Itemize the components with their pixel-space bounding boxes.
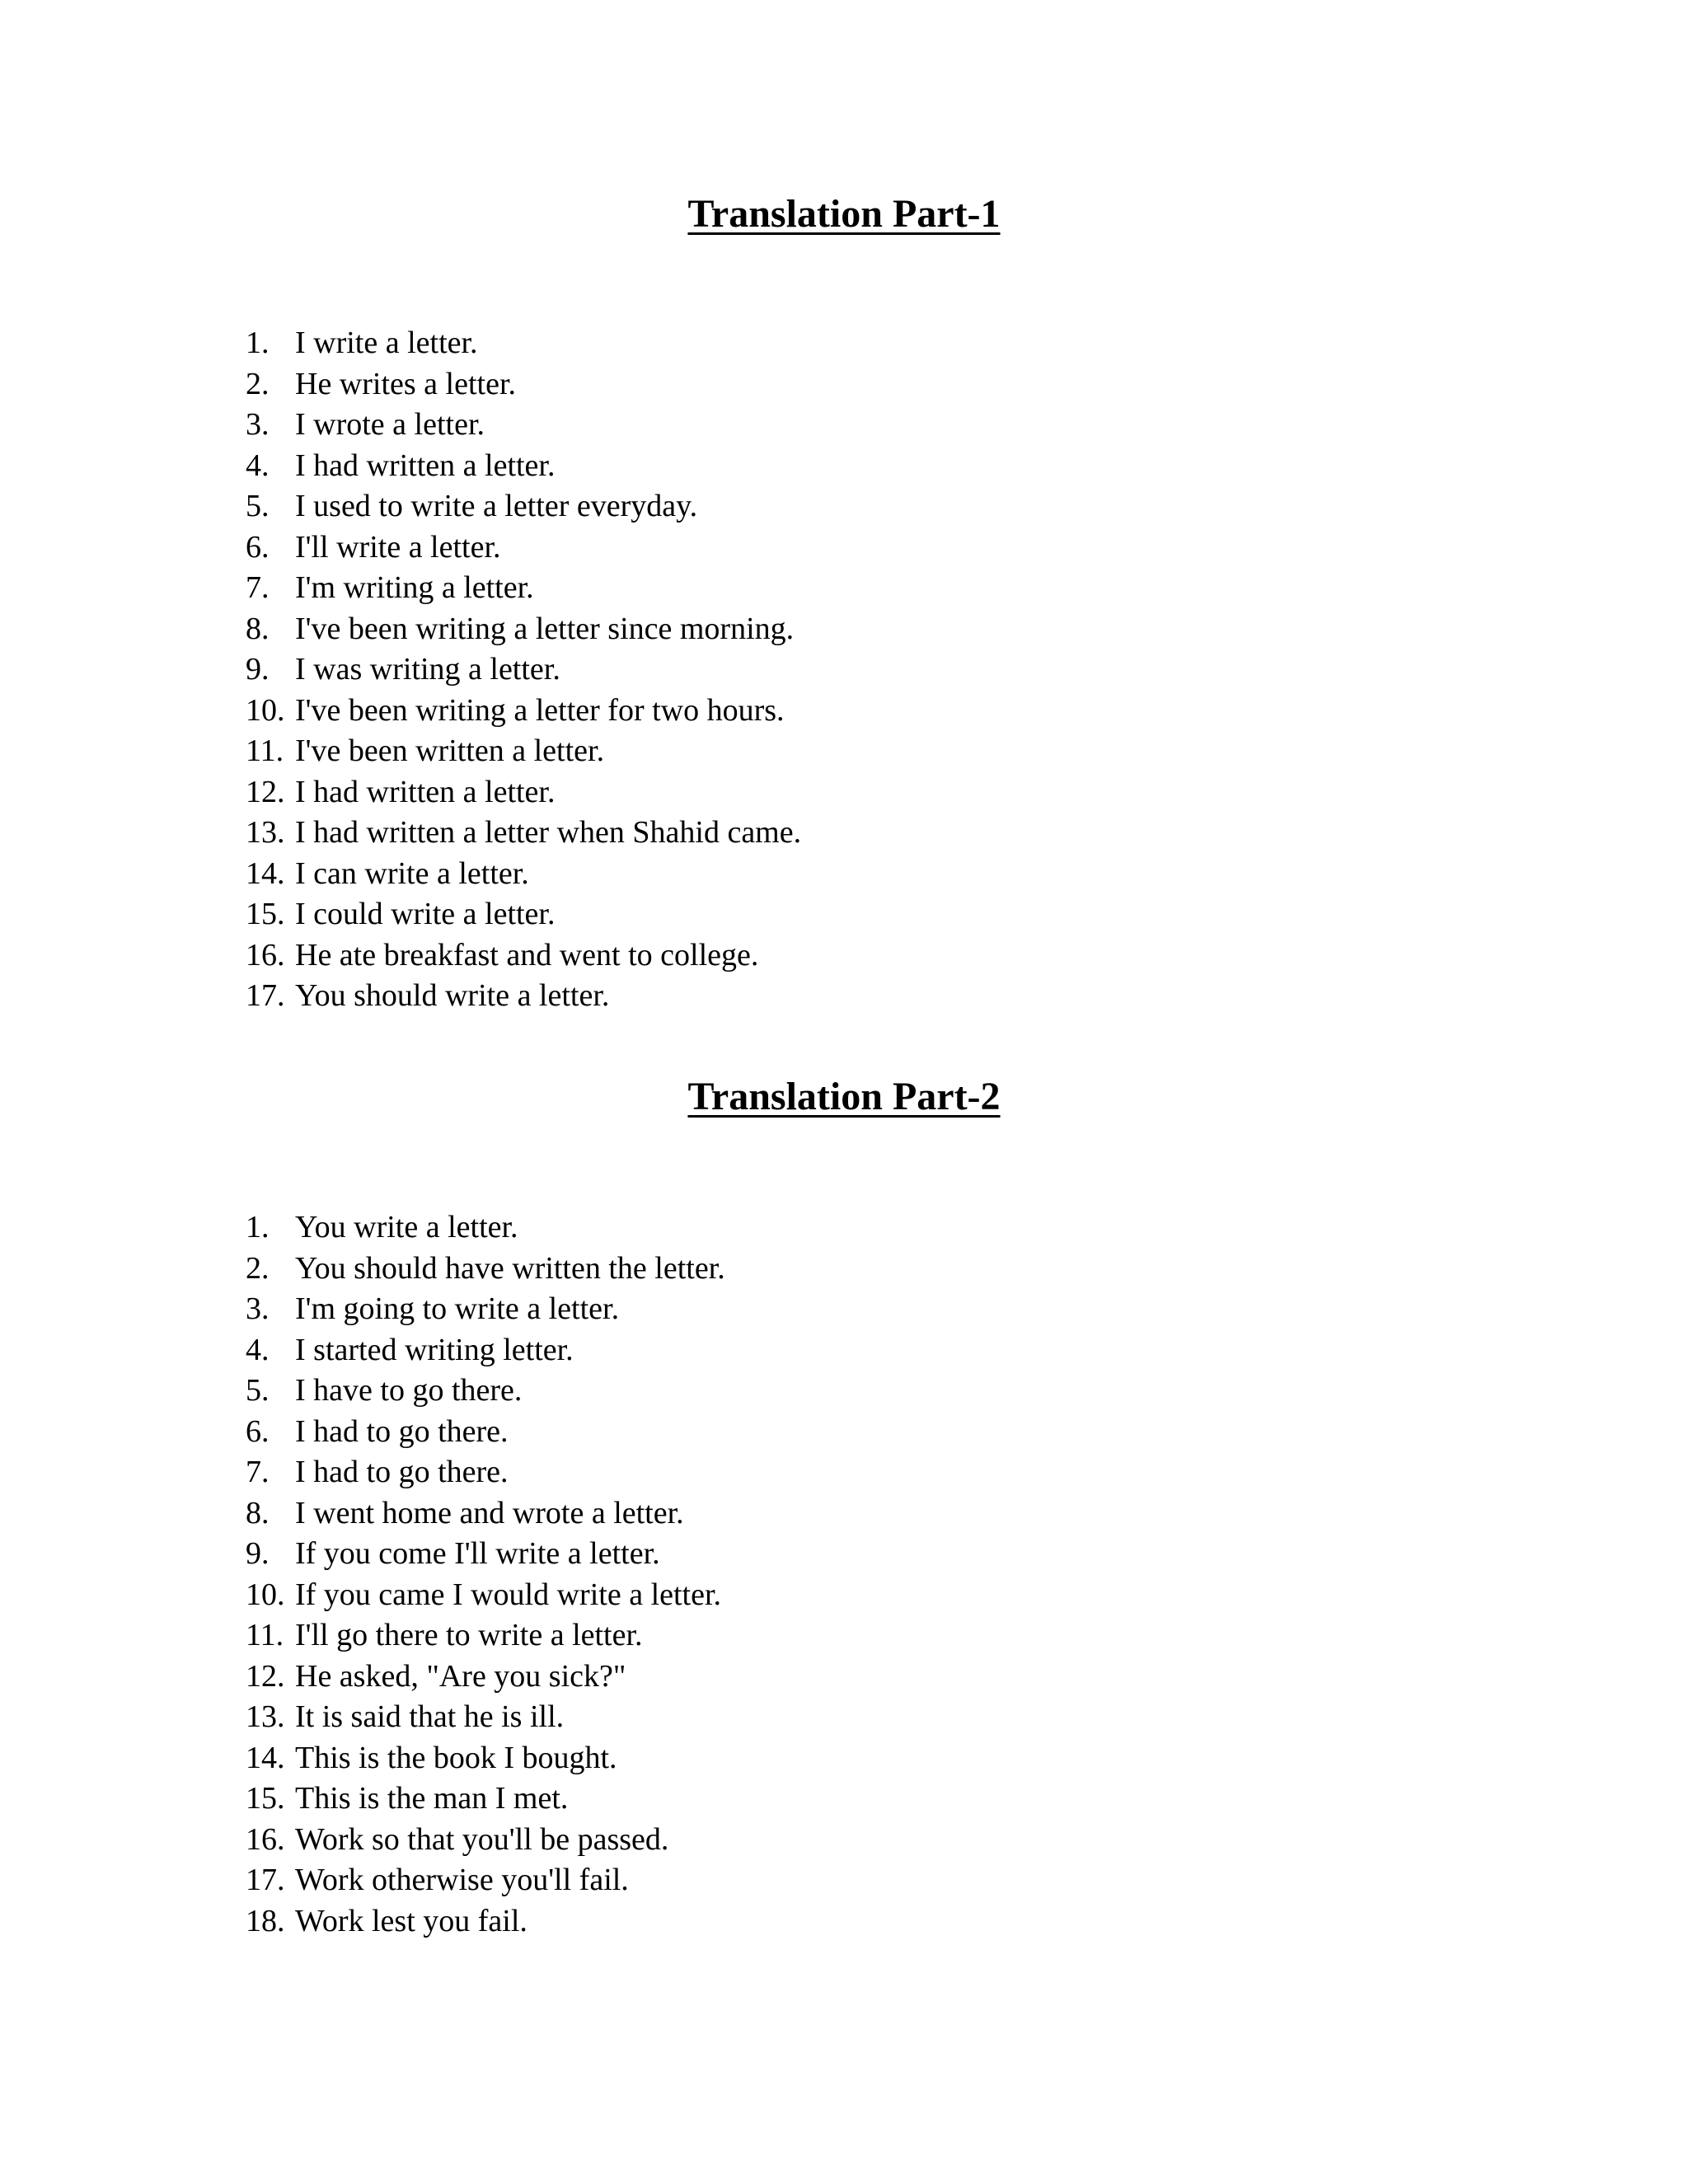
list-item [246, 894, 801, 935]
list-item [246, 649, 801, 691]
item-text: I've been writing a letter for two hours. [295, 692, 785, 728]
item-number: 17. [246, 978, 285, 1013]
list-item [246, 486, 801, 527]
list-item [246, 323, 801, 364]
item-number: 3. [246, 407, 270, 442]
list-item [246, 609, 801, 650]
sentence-list-part-2 [246, 1207, 725, 1942]
item-text: I've been written a letter. [295, 733, 605, 768]
item-text: I had to go there. [295, 1413, 509, 1449]
section-title-text: Translation Part-1 [687, 192, 1001, 236]
item-number: 8. [246, 611, 270, 646]
item-number: 14. [246, 855, 285, 891]
item-text: You should write a letter. [295, 978, 610, 1013]
item-text: I can write a letter. [295, 855, 529, 891]
list-item [246, 976, 801, 1017]
list-item [246, 772, 801, 813]
item-text: I had written a letter. [295, 774, 556, 809]
item-number: 12. [246, 774, 285, 809]
list-item [246, 446, 801, 487]
item-number: 7. [246, 570, 270, 605]
item-text: I went home and wrote a letter. [295, 1495, 684, 1530]
list-item [246, 1575, 725, 1616]
item-text: I have to go there. [295, 1373, 523, 1408]
item-number: 5. [246, 1373, 270, 1408]
item-text: I'll write a letter. [295, 529, 501, 565]
item-text: I was writing a letter. [295, 652, 560, 687]
item-number: 15. [246, 1781, 285, 1816]
item-text: He writes a letter. [295, 366, 517, 401]
list-item [246, 1412, 725, 1453]
item-text: It is said that he is ill. [295, 1699, 565, 1734]
item-number: 9. [246, 1536, 270, 1571]
list-item [246, 1901, 725, 1943]
item-number: 17. [246, 1863, 285, 1897]
list-item [246, 731, 801, 772]
list-item [246, 1860, 725, 1901]
item-text: Work lest you fail. [295, 1903, 528, 1938]
list-item [246, 1697, 725, 1738]
item-text: You should have written the letter. [295, 1250, 725, 1286]
list-item [246, 1820, 725, 1861]
item-number: 2. [246, 1250, 270, 1286]
list-item [246, 1779, 725, 1820]
list-item [246, 1493, 725, 1535]
item-number: 13. [246, 1699, 285, 1734]
item-number: 11. [246, 733, 284, 768]
item-text: I'm writing a letter. [295, 570, 534, 605]
item-text: I could write a letter. [295, 897, 556, 931]
item-text: I had to go there. [295, 1455, 509, 1489]
item-number: 18. [246, 1903, 285, 1938]
item-text: If you come I'll write a letter. [295, 1536, 660, 1571]
list-item [246, 1289, 725, 1330]
item-text: I had written a letter when Shahid came. [295, 815, 802, 850]
item-text: If you came I would write a letter. [295, 1577, 722, 1612]
list-item [246, 691, 801, 732]
list-item [246, 1615, 725, 1657]
section-title-text: Translation Part-2 [687, 1075, 1001, 1118]
list-item [246, 935, 801, 977]
item-text: I started writing letter. [295, 1332, 574, 1367]
item-number: 13. [246, 815, 285, 850]
item-text: This is the man I met. [295, 1781, 569, 1816]
section-title-part-1 [0, 191, 1688, 237]
item-number: 11. [246, 1618, 284, 1652]
item-number: 3. [246, 1291, 270, 1326]
item-number: 4. [246, 1332, 270, 1367]
list-item [246, 527, 801, 569]
item-text: I'll go there to write a letter. [295, 1618, 643, 1652]
item-text: I'm going to write a letter. [295, 1291, 620, 1326]
list-item [246, 1249, 725, 1290]
item-text: You write a letter. [295, 1210, 518, 1244]
item-text: I had written a letter. [295, 448, 556, 483]
list-item [246, 568, 801, 609]
item-number: 7. [246, 1455, 270, 1489]
item-text: Work otherwise you'll fail. [295, 1863, 629, 1897]
item-number: 10. [246, 692, 285, 728]
item-number: 8. [246, 1495, 270, 1530]
item-number: 9. [246, 652, 270, 687]
item-number: 10. [246, 1577, 285, 1612]
list-item [246, 364, 801, 405]
item-number: 1. [246, 1210, 270, 1244]
list-item [246, 1371, 725, 1412]
item-number: 1. [246, 326, 270, 360]
list-item [246, 405, 801, 446]
item-number: 15. [246, 897, 285, 931]
item-text: He asked, "Are you sick?" [295, 1658, 626, 1694]
item-number: 12. [246, 1658, 285, 1694]
list-item [246, 854, 801, 895]
list-item [246, 1330, 725, 1371]
item-text: I used to write a letter everyday. [295, 489, 698, 523]
section-title-part-2 [0, 1074, 1688, 1120]
list-item [246, 1207, 725, 1249]
item-text: I've been writing a letter since morning. [295, 611, 795, 646]
item-text: He ate breakfast and went to college. [295, 937, 759, 972]
item-number: 14. [246, 1740, 285, 1775]
item-text: Work so that you'll be passed. [295, 1821, 669, 1857]
list-item [246, 1738, 725, 1779]
item-number: 16. [246, 937, 285, 972]
list-item [246, 1534, 725, 1575]
item-text: I wrote a letter. [295, 407, 485, 442]
item-number: 6. [246, 529, 270, 565]
list-item [246, 813, 801, 854]
item-number: 4. [246, 448, 270, 483]
list-item [246, 1657, 725, 1698]
item-text: I write a letter. [295, 326, 478, 360]
item-text: This is the book I bought. [295, 1740, 617, 1775]
list-item [246, 1452, 725, 1493]
item-number: 6. [246, 1413, 270, 1449]
item-number: 2. [246, 366, 270, 401]
item-number: 5. [246, 489, 270, 523]
sentence-list-part-1 [246, 323, 801, 1017]
item-number: 16. [246, 1821, 285, 1857]
